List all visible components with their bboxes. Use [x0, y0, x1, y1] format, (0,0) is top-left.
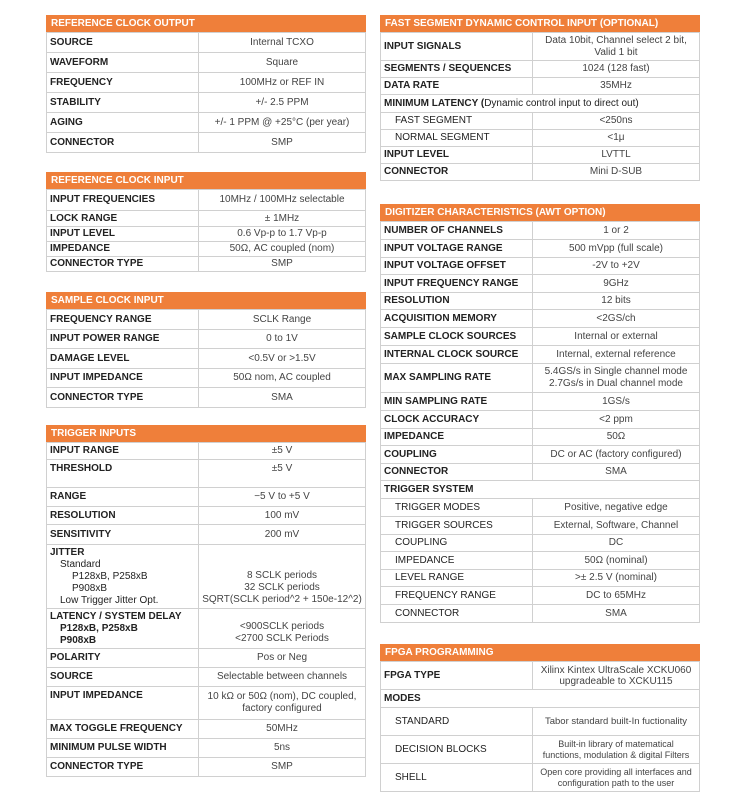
table-row: CLOCK ACCURACY <2 ppm [381, 411, 700, 429]
table-row: DAMAGE LEVEL <0.5V or >1.5V [47, 349, 366, 369]
table-row: CONNECTOR SMP [47, 133, 366, 153]
table-row: MAX SAMPLING RATE 5.4GS/s in Single channel mode 2.7Gs/s in Dual channel mode [381, 364, 700, 393]
fast-segment-section [380, 15, 700, 181]
table-row: INPUT VOLTAGE RANGE 500 mVpp (full scale) [381, 240, 700, 258]
table-row: STANDARD Tabor standard built-In fuctionality [381, 708, 700, 736]
table-row: CONNECTOR SMA [381, 605, 700, 623]
section-header: TRIGGER INPUTS [46, 425, 366, 442]
table-row: SENSITIVITY 200 mV [47, 525, 366, 545]
ref-clock-input-table [46, 189, 366, 272]
table-row: MIN SAMPLING RATE 1GS/s [381, 393, 700, 411]
table-row: CONNECTOR TYPE SMP [47, 257, 366, 272]
sample-clock-input-section [46, 292, 366, 408]
table-row: CONNECTOR TYPE SMP [47, 758, 366, 777]
table-row: RANGE −5 V to +5 V [47, 488, 366, 507]
table-row: SAMPLE CLOCK SOURCES Internal or external [381, 328, 700, 346]
table-row: RESOLUTION 12 bits [381, 293, 700, 310]
table-row: DATA RATE 35MHz [381, 78, 700, 95]
table-row: IMPEDANCE 50Ω [381, 429, 700, 446]
table-row: THRESHOLD ±5 V [47, 460, 366, 488]
table-row: FAST SEGMENT <250ns [381, 113, 700, 130]
table-row: COUPLING DC [381, 535, 700, 552]
table-row: ACQUISITION MEMORY <2GS/ch [381, 310, 700, 328]
table-row: INPUT POWER RANGE 0 to 1V [47, 330, 366, 349]
ref-clock-input-section [46, 172, 366, 272]
table-row: MINIMUM PULSE WIDTH 5ns [47, 739, 366, 758]
table-row: POLARITY Pos or Neg [47, 649, 366, 668]
table-row: FREQUENCY RANGE SCLK Range [47, 310, 366, 330]
ref-clock-output-table [46, 32, 366, 153]
sample-clock-input-table [46, 309, 366, 408]
table-row: SOURCE Internal TCXO [47, 33, 366, 53]
table-row: LATENCY / SYSTEM DELAY P128xB, P258xB P908xB <900SCLK periods <2700 SCLK Periods [47, 609, 366, 649]
table-row: SOURCE Selectable between channels [47, 668, 366, 687]
table-row: INPUT RANGE ±5 V [47, 443, 366, 460]
table-row: INPUT FREQUENCIES 10MHz / 100MHz selectable [47, 190, 366, 211]
table-row: INPUT VOLTAGE OFFSET -2V to +2V [381, 258, 700, 275]
section-header: FPGA PROGRAMMING [380, 644, 700, 661]
table-row: JITTER Standard P128xB, P258xB P908xB Low Trigger Jitter Opt. 8 SCLK periods 32 SCLK periods SQRT(SCLK period^2 + 150e-12^2) [47, 545, 366, 609]
table-row: LEVEL RANGE >± 2.5 V (nominal) [381, 570, 700, 587]
table-row: INPUT SIGNALS Data 10bit, Channel select 2 bit, Valid 1 bit [381, 33, 700, 61]
section-header: FAST SEGMENT DYNAMIC CONTROL INPUT (OPTIONAL) [380, 15, 700, 32]
table-row: INPUT FREQUENCY RANGE 9GHz [381, 275, 700, 293]
table-row: NORMAL SEGMENT <1μ [381, 130, 700, 147]
trigger-inputs-section [46, 425, 366, 777]
digitizer-table [380, 221, 700, 623]
table-row: RESOLUTION 100 mV [47, 507, 366, 525]
table-row: FREQUENCY RANGE DC to 65MHz [381, 587, 700, 605]
table-row: MINIMUM LATENCY (Dynamic control input to direct out) [381, 95, 700, 113]
section-header: REFERENCE CLOCK INPUT [46, 172, 366, 189]
section-header: DIGITIZER CHARACTERISTICS (AWT OPTION) [380, 204, 700, 221]
table-row: WAVEFORM Square [47, 53, 366, 73]
table-row: COUPLING DC or AC (factory configured) [381, 446, 700, 464]
table-row: SHELL Open core providing all interfaces and configuration path to the user [381, 764, 700, 792]
table-row: IMPEDANCE 50Ω, AC coupled (nom) [47, 242, 366, 257]
table-row: CONNECTOR Mini D-SUB [381, 164, 700, 181]
table-row: INPUT IMPEDANCE 50Ω nom, AC coupled [47, 369, 366, 388]
table-row: TRIGGER SOURCES External, Software, Channel [381, 517, 700, 535]
table-row: INTERNAL CLOCK SOURCE Internal, external reference [381, 346, 700, 364]
table-row: IMPEDANCE 50Ω (nominal) [381, 552, 700, 570]
latency-label: LATENCY / SYSTEM DELAY [50, 611, 182, 622]
table-row: STABILITY +/- 2.5 PPM [47, 93, 366, 113]
section-header: SAMPLE CLOCK INPUT [46, 292, 366, 309]
table-row: AGING +/- 1 PPM @ +25°C (per year) [47, 113, 366, 133]
ref-clock-output-section [46, 15, 366, 153]
table-row: INPUT IMPEDANCE 10 kΩ or 50Ω (nom), DC coupled, factory configured [47, 687, 366, 720]
fast-segment-table [380, 32, 700, 181]
fpga-table [380, 661, 700, 792]
fpga-section [380, 644, 700, 792]
table-row: TRIGGER MODES Positive, negative edge [381, 499, 700, 517]
jitter-label: JITTER [50, 547, 85, 558]
table-row: MAX TOGGLE FREQUENCY 50MHz [47, 720, 366, 739]
table-row: NUMBER OF CHANNELS 1 or 2 [381, 222, 700, 240]
table-row: DECISION BLOCKS Built-in library of matematical functions, modulation & digital Filters [381, 736, 700, 764]
table-row: SEGMENTS / SEQUENCES 1024 (128 fast) [381, 61, 700, 78]
table-row: MODES [381, 690, 700, 708]
section-header: REFERENCE CLOCK OUTPUT [46, 15, 366, 32]
digitizer-section [380, 204, 700, 623]
table-row: INPUT LEVEL 0.6 Vp-p to 1.7 Vp-p [47, 227, 366, 242]
table-row: INPUT LEVEL LVTTL [381, 147, 700, 164]
table-row: TRIGGER SYSTEM [381, 481, 700, 499]
table-row: FPGA TYPE Xilinx Kintex UltraScale XCKU060 upgradeable to XCKU115 [381, 662, 700, 690]
table-row: CONNECTOR TYPE SMA [47, 388, 366, 408]
table-row: LOCK RANGE ± 1MHz [47, 211, 366, 227]
trigger-inputs-table [46, 442, 366, 777]
table-row: CONNECTOR SMA [381, 464, 700, 481]
table-row: FREQUENCY 100MHz or REF IN [47, 73, 366, 93]
